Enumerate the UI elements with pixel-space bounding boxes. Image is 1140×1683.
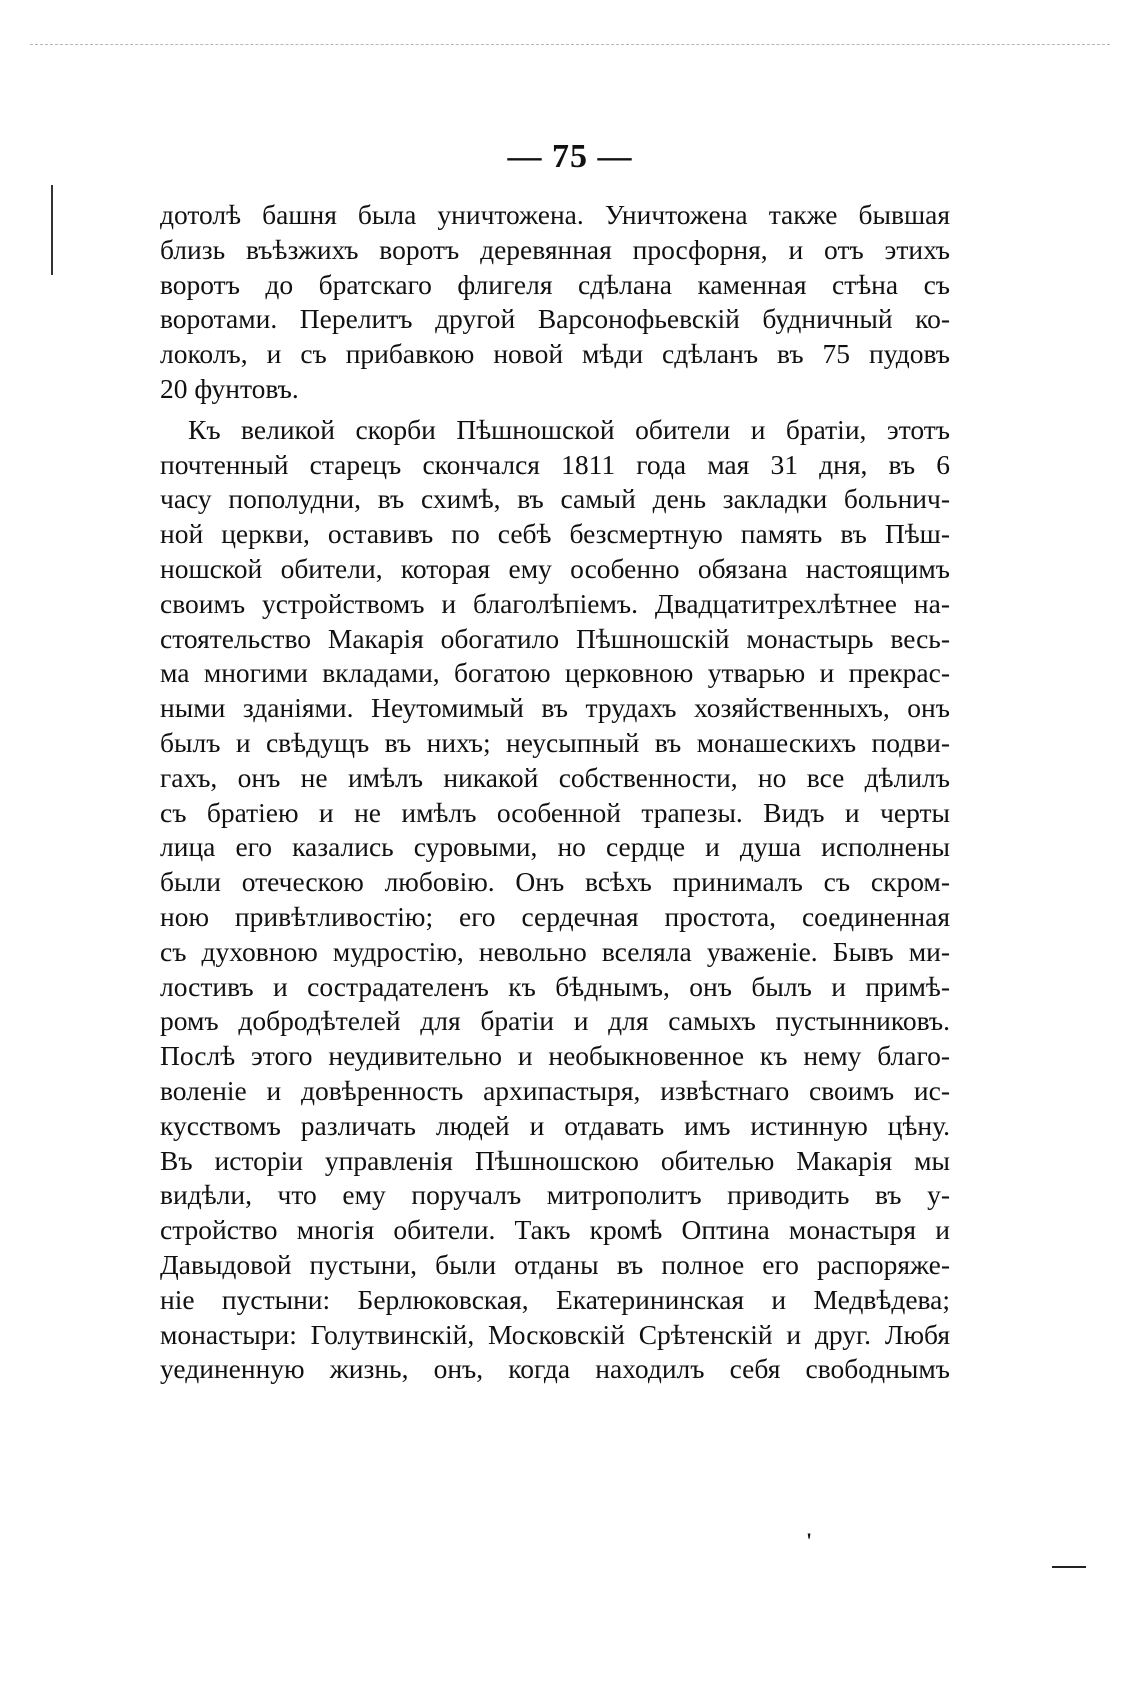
text-line: кусствомъ различать людей и отдавать имъ истинную цѣну. (160, 1109, 950, 1141)
text-line: лица его казались суровыми, но сердце и душа исполнены (160, 831, 950, 863)
text-line: уединенную жизнь, онъ, когда находилъ себя свободнымъ (160, 1353, 950, 1385)
text-line: ніе пустыни: Берлюковская, Екатерининская и Медвѣдева; (160, 1283, 950, 1315)
paragraph-1 (160, 198, 950, 407)
text-line: Давыдовой пустыни, были отданы въ полное его распоряже- (160, 1248, 950, 1280)
text-line: воротами. Перелитъ другой Варсонофьевскій будничный ко- (160, 303, 950, 335)
corner-scan-mark (1052, 1566, 1086, 1568)
stray-ink-mark: ' (806, 1528, 813, 1553)
text-line: были отеческою любовію. Онъ всѣхъ принималъ съ скром- (160, 866, 950, 898)
text-line: ною привѣтливостію; его сердечная простота, соединенная (160, 900, 950, 932)
scan-top-edge (30, 44, 1110, 45)
text-line: близь въѣзжихъ воротъ деревянная просфорня, и отъ этихъ (160, 233, 950, 265)
text-line: почтенный старецъ скончался 1811 года мая 31 дня, въ 6 (160, 448, 950, 480)
text-line: дотолѣ башня была уничтожена. Уничтожена также бывшая (160, 199, 950, 230)
text-line: ромъ добродѣтелей для братіи и для самыхъ пустынниковъ. (160, 1005, 950, 1037)
text-line: локолъ, и съ прибавкою новой мѣди сдѣланъ въ 75 пудовъ (160, 338, 950, 370)
text-line: монастыри: Голутвинскій, Московскій Срѣтенскій и друг. Любя (160, 1318, 950, 1350)
text-line: гахъ, онъ не имѣлъ никакой собственности, но все дѣлилъ (160, 761, 950, 793)
text-line: ной церкви, оставивъ по себѣ безсмертную память въ Пѣш- (160, 518, 950, 550)
text-line: ма многими вкладами, богатою церковною утварью и прекрас- (160, 657, 950, 689)
text-line: былъ и свѣдущъ въ нихъ; неусыпный въ монашескихъ подви- (160, 726, 950, 758)
text-line: видѣли, что ему поручалъ митрополитъ приводить въ у- (160, 1179, 950, 1211)
text-line: лостивъ и сострадателенъ къ бѣднымъ, онъ былъ и примѣ- (160, 970, 950, 1002)
text-line: стоятельство Макарія обогатило Пѣшношскій монастырь весь- (160, 622, 950, 654)
text-line: часу пополудни, въ схимѣ, въ самый день закладки больнич- (160, 483, 950, 515)
page-number: — 75 — (507, 138, 633, 175)
text-line: Въ исторіи управленія Пѣшношскою обителью Макарія мы (160, 1144, 950, 1176)
text-line: съ братіею и не имѣлъ особенной трапезы. Видъ и черты (160, 796, 950, 828)
text-line: съ духовною мудростію, невольно вселяла уваженіе. Бывъ ми- (160, 935, 950, 967)
text-line: 20 фунтовъ. (160, 372, 299, 404)
text-line: воротъ до братскаго флигеля сдѣлана каменная стѣна съ (160, 268, 950, 300)
text-line: ными зданіями. Неутомимый въ трудахъ хозяйственныхъ, онъ (160, 692, 950, 724)
text-line: своимъ устройствомъ и благолѣпіемъ. Двадцатитрехлѣтнее на- (160, 587, 950, 619)
text-line: воленіе и довѣренность архипастыря, извѣстнаго своимъ ис- (160, 1074, 950, 1106)
text-line: стройство многія обители. Такъ кромѣ Оптина монастыря и (160, 1214, 950, 1246)
gutter-mark (51, 185, 53, 275)
text-line: Къ великой скорби Пѣшношской обители и братіи, этотъ (188, 413, 950, 445)
body-text (160, 198, 950, 1387)
paragraph-2 (160, 413, 950, 1387)
text-line: ношской обители, которая ему особенно обязана настоящимъ (160, 552, 950, 584)
text-line: Послѣ этого неудивительно и необыкновенное къ нему благо- (160, 1040, 950, 1072)
